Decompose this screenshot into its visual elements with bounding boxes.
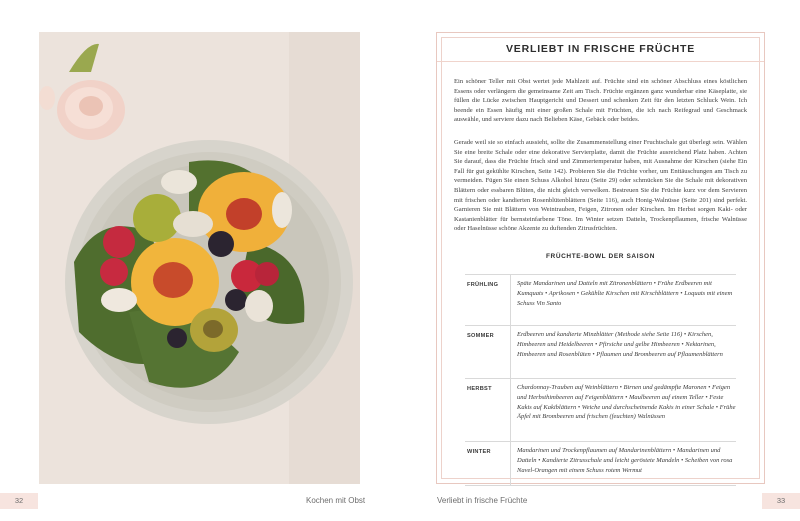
season-label: FRÜHLING xyxy=(467,282,499,288)
season-text: Chardonnay-Trauben auf Weinblättern • Birnen und gedämpfte Maronen • Feigen und Herbsthimbeeren auf Feigenblättern • Maulbeeren auf einem Teller • Feste Kakis auf Kakiblättern • Weiche und durchscheinende Kakis in einer Schale • Frühe Äpfel mit Brombeeren und frischen (feuchten) Walnüssen xyxy=(510,379,736,441)
season-text: Mandarinen und Trockenpflaumen auf Mandarinenblättern • Mandarinen und Datteln • Kandierte Zitrusschale und leicht geröstete Mandeln • Scheiben von rosa Navel-Orangen mit einem Schuss rotem Wermut xyxy=(510,442,736,485)
fruit-plate-photo xyxy=(39,32,360,484)
fruit-plate-illustration xyxy=(39,32,360,484)
running-head-left: Kochen mit Obst xyxy=(306,496,366,505)
section-subheading: FRÜCHTE-BOWL DER SAISON xyxy=(545,253,655,260)
season-text: Erdbeeren und kandierte Minzblätter (Methode siehe Seite 116) • Kirschen, Himbeeren und Heidelbeeren • Pfirsiche und gelbe Himbeeren • Nektarinen, Himbeeren und Rosenblüten • Pflaumen und Brombeeren auf Pflaumenblättern xyxy=(510,326,736,378)
table-row xyxy=(465,378,736,441)
table-row xyxy=(465,274,736,325)
intro-paragraph: Ein schöner Teller mit Obst wertet jede Mahlzeit auf. Früchte sind ein schöner Abschluss eines köstlichen Essens oder verlängern die gemeinsame Zeit am Tisch. Früchte ergänzen ganz wunderbar eine Käseplatte, sie füllen die Lücke zwischen Hauptgericht und Dessert und schenken Zeit für den letzten Schluck Wein. Ich beende ein Essen häufig mit einer großen Schale mit Früchten, die ich nach Reifegrad und Geschmack auswähle, und serviere dazu nach Belieben Käse, Gebäck oder beides. xyxy=(454,78,747,124)
season-label: SOMMER xyxy=(467,333,494,339)
recipe-card xyxy=(436,32,765,484)
season-text: Späte Mandarinen und Datteln mit Zitronenblättern • Frühe Erdbeeren mit Kumquats • Aprikosen • Gekühlte Kirschen mit Kirschblättern • Loquats mit einem Schuss Vin Santo xyxy=(510,275,736,325)
table-row xyxy=(465,441,736,486)
table-row xyxy=(465,325,736,378)
season-label: WINTER xyxy=(467,449,491,455)
page-number-right: 33 xyxy=(762,493,800,509)
season-label: HERBST xyxy=(467,386,492,392)
running-head-right: Verliebt in frische Früchte xyxy=(437,496,528,505)
page-title: VERLIEBT IN FRISCHE FRÜCHTE xyxy=(505,43,696,55)
title-divider xyxy=(437,61,764,62)
body-paragraph: Gerade weil sie so einfach aussieht, sollte die Zusammenstellung einer Fruchtschale gut überlegt sein. Wählen Sie eine breite Schale oder eine dekorative Servierplatte, damit die Früchte ausreichend Platz haben. Achten Sie darauf, dass die Früchte frisch sind und Zimmertemperatur haben, mit Ausnahme der Kirschen (siehe Ein Fall für gut gekühlte Kirschen, Seite 142). Probieren Sie die Früchte vorher, um Enttäuschungen am Tisch zu vermeiden. Fügen Sie einen Schuss Alkohol hinzu (Seite 29) oder schmücken Sie die Schale mit dekorativen Blättern oder essbaren Blüten, die nicht gleich verwelken. Bestreuen Sie die Früchte kurz vor dem Servieren mit frischen oder kandierten Rosenblütenblättern (Seite 116), auch Honig-Walnüsse (Seite 201) sind perfekt. Garnieren Sie mit Blättern von Weintrauben, Feigen, Zitronen oder Kirschen. Im Herbst sorgen Kaki- oder Kastanienblätter für bernsteinfarbene Töne. Im Winter setzen Datteln, Trockenpflaumen, frische Walnüsse oder Haselnüsse schöne Akzente zu duftenden Zitrusfrüchten. xyxy=(454,139,747,233)
season-table xyxy=(465,274,736,486)
page-number-left: 32 xyxy=(0,493,38,509)
